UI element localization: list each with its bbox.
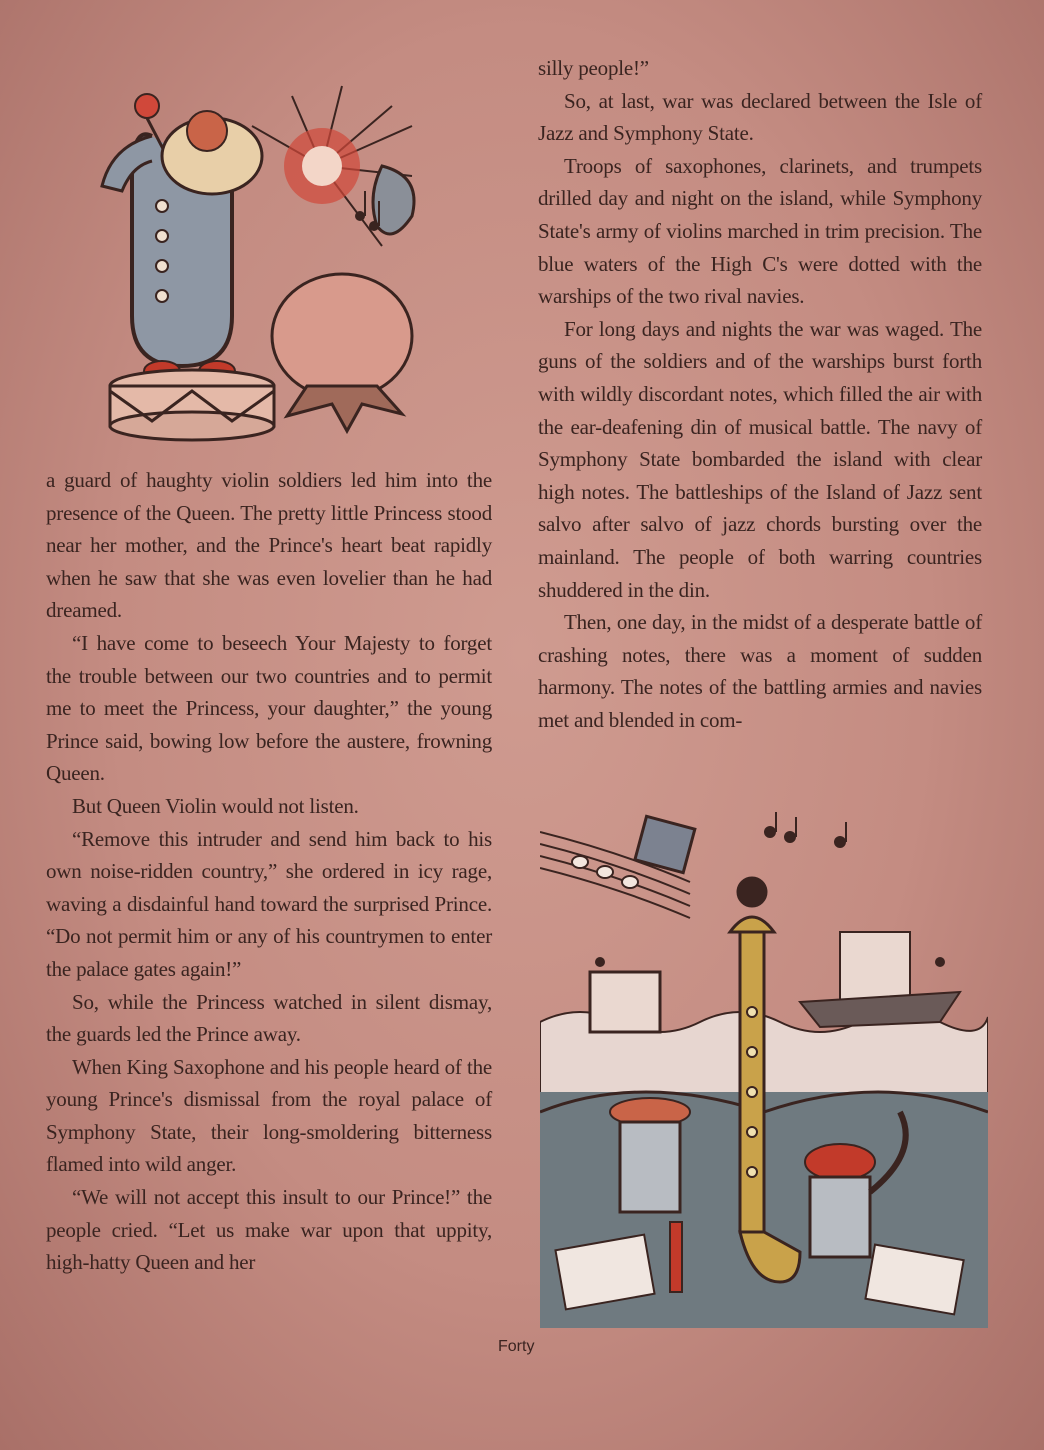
- drumstick-tip: [135, 94, 159, 118]
- figure-feet: [287, 386, 402, 431]
- left-text-column: [46, 464, 492, 1279]
- paragraph: When King Saxophone and his people heard of the young Prince's dismissal from the royal palace of Symphony State, their long-smoldering bitterness flamed into wild anger.: [46, 1054, 492, 1177]
- paragraph: silly people!”: [538, 56, 649, 80]
- paragraph: Troops of saxophones, clarinets, and trumpets drilled day and night on the island, while Symphony State's army of violins marched in trim precision. The blue waters of the High C's were dotted with the warships of the two rival navies.: [538, 153, 982, 309]
- round-belly: [272, 274, 412, 398]
- illustration-sea-battle: [540, 812, 988, 1328]
- sailor-left: [620, 1122, 680, 1212]
- paragraph: For long days and nights the war was waged. The guns of the soldiers and of the warships burst forth with wildly discordant notes, which filled the air with the ear-deafening din of musical battle. The navy of Symphony State bombarded the island with clear high notes. The battleships of the Island of Jazz sent salvo after salvo of jazz chords bursting over the mainland. The people of both warring countries shuddered in the din.: [538, 316, 982, 602]
- paragraph: Then, one day, in the midst of a desperate battle of crashing notes, there was a moment of sudden harmony. The notes of the battling armies and navies met and blended in com-: [538, 610, 982, 732]
- red-shell: [670, 1222, 682, 1292]
- paragraph: “I have come to beseech Your Majesty to forget the trouble between our two countries and to permit me to meet the Princess, your daughter,” the young Prince said, bowing low before the austere, frowning Queen.: [46, 630, 492, 786]
- paragraph: “We will not accept this insult to our Prince!” the people cried. “Let us make war upon that uppity, high-hatty Queen and her: [46, 1185, 492, 1275]
- explosion-flash: [302, 146, 342, 186]
- battleship-right: [800, 932, 960, 1027]
- red-hat: [805, 1144, 875, 1180]
- paragraph: So, at last, war was declared between the Isle of Jazz and Symphony State.: [538, 88, 982, 146]
- sailor-right: [810, 1177, 870, 1257]
- paragraph: a guard of haughty violin soldiers led him into the presence of the Queen. The pretty little Princess stood near her mother, and the Prince's heart beat rapidly when he saw that she was even lovelier than he had dreamed.: [46, 468, 492, 623]
- paragraph: But Queen Violin would not listen.: [72, 793, 359, 818]
- right-text-column: [538, 52, 982, 736]
- turret-left: [590, 972, 660, 1032]
- page-number: Forty: [498, 1338, 535, 1355]
- illustration-saxophone-duel: [92, 66, 434, 446]
- drum: [110, 370, 274, 440]
- figure-hat: [187, 111, 227, 151]
- paragraph: “Remove this intruder and send him back to his own noise-ridden country,” she ordered in icy rage, waving a disdainful hand toward the surprised Prince. “Do not permit him or any of his countrymen to enter the palace gates again!”: [46, 826, 492, 981]
- paragraph: So, while the Princess watched in silent dismay, the guards led the Prince away.: [46, 989, 492, 1047]
- staff-notes: [572, 856, 638, 888]
